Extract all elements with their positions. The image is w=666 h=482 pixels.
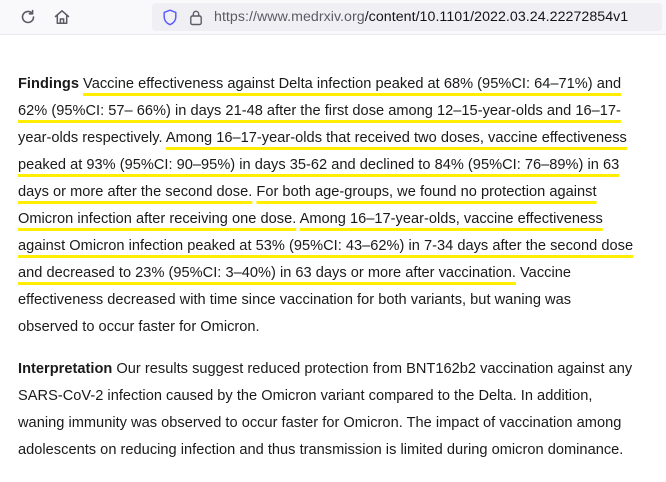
text-segment: SARS-CoV-2 infection caused by the Omicron variant compared to the Delta. In addition, (18, 388, 593, 404)
url-text[interactable] (214, 9, 628, 25)
text-segment: adolescents on reducing infection and thus transmission is limited during omicron dominance. (18, 442, 624, 458)
highlighted-text: peaked at 93% (95%CI: 90–95%) in days 35-62 and declined to 84% (95%CI: 76–89%) in 63 (18, 157, 620, 173)
findings-line (18, 233, 658, 260)
browser-toolbar (0, 0, 666, 35)
findings-line (18, 152, 658, 179)
findings-paragraph (18, 71, 658, 341)
interpretation-line (18, 437, 658, 464)
findings-line (18, 98, 658, 125)
text-segment: waning immunity was observed to occur faster for Omicron. The impact of vaccination among (18, 415, 622, 431)
url-path: /content/10.1101/2022.03.24.22272854v1 (364, 9, 629, 25)
highlighted-text: and decreased to 23% (95%CI: 3–40%) in 63 days or more after vaccination. (18, 265, 516, 281)
interpretation-line (18, 383, 658, 410)
highlighted-text: Among 16–17-year-olds that received two doses, vaccine effectiveness (165, 130, 627, 146)
interpretation-paragraph (18, 356, 658, 464)
lock-icon[interactable] (189, 9, 203, 31)
highlighted-text: Among 16–17-year-olds, vaccine effectiveness (299, 211, 603, 227)
url-domain: https://www.medrxiv.org (214, 9, 365, 25)
findings-line (18, 287, 658, 314)
text-segment: effectiveness decreased with time since vaccination for both variants, but waning was (18, 292, 572, 308)
highlighted-text: Omicron infection after receiving one dose. (18, 211, 297, 227)
findings-line (18, 206, 658, 233)
text-segment: Vaccine (515, 265, 571, 281)
highlighted-text: days or more after the second dose. (18, 184, 253, 200)
findings-line (18, 71, 658, 98)
reload-icon[interactable] (16, 5, 40, 29)
findings-line (18, 125, 658, 152)
findings-heading: Findings (18, 76, 79, 92)
highlighted-text: For both age-groups, we found no protection against (256, 184, 597, 200)
text-segment: year-olds respectively. (18, 130, 166, 146)
highlighted-text: 62% (95%CI: 57– 66%) in days 21-48 after the first dose among 12–15-year-olds and 16–17- (18, 103, 621, 119)
interpretation-line (18, 410, 658, 437)
interpretation-line (18, 356, 658, 383)
highlighted-text: against Omicron infection peaked at 53% (95%CI: 43–62%) in 7-34 days after the second dose (18, 238, 634, 254)
findings-line (18, 314, 658, 341)
findings-line (18, 260, 658, 287)
text-segment: Our results suggest reduced protection from BNT162b2 vaccination against any (112, 361, 633, 377)
text-segment: observed to occur faster for Omicron. (18, 319, 260, 335)
page-top-area (0, 35, 666, 65)
address-bar[interactable] (152, 3, 662, 31)
home-icon[interactable] (50, 5, 74, 29)
findings-line (18, 179, 658, 206)
highlighted-text: Vaccine effectiveness against Delta infection peaked at 68% (95%CI: 64–71%) and (83, 76, 622, 92)
interpretation-heading: Interpretation (18, 361, 113, 377)
shield-icon[interactable] (162, 9, 178, 31)
abstract-section (18, 71, 658, 464)
